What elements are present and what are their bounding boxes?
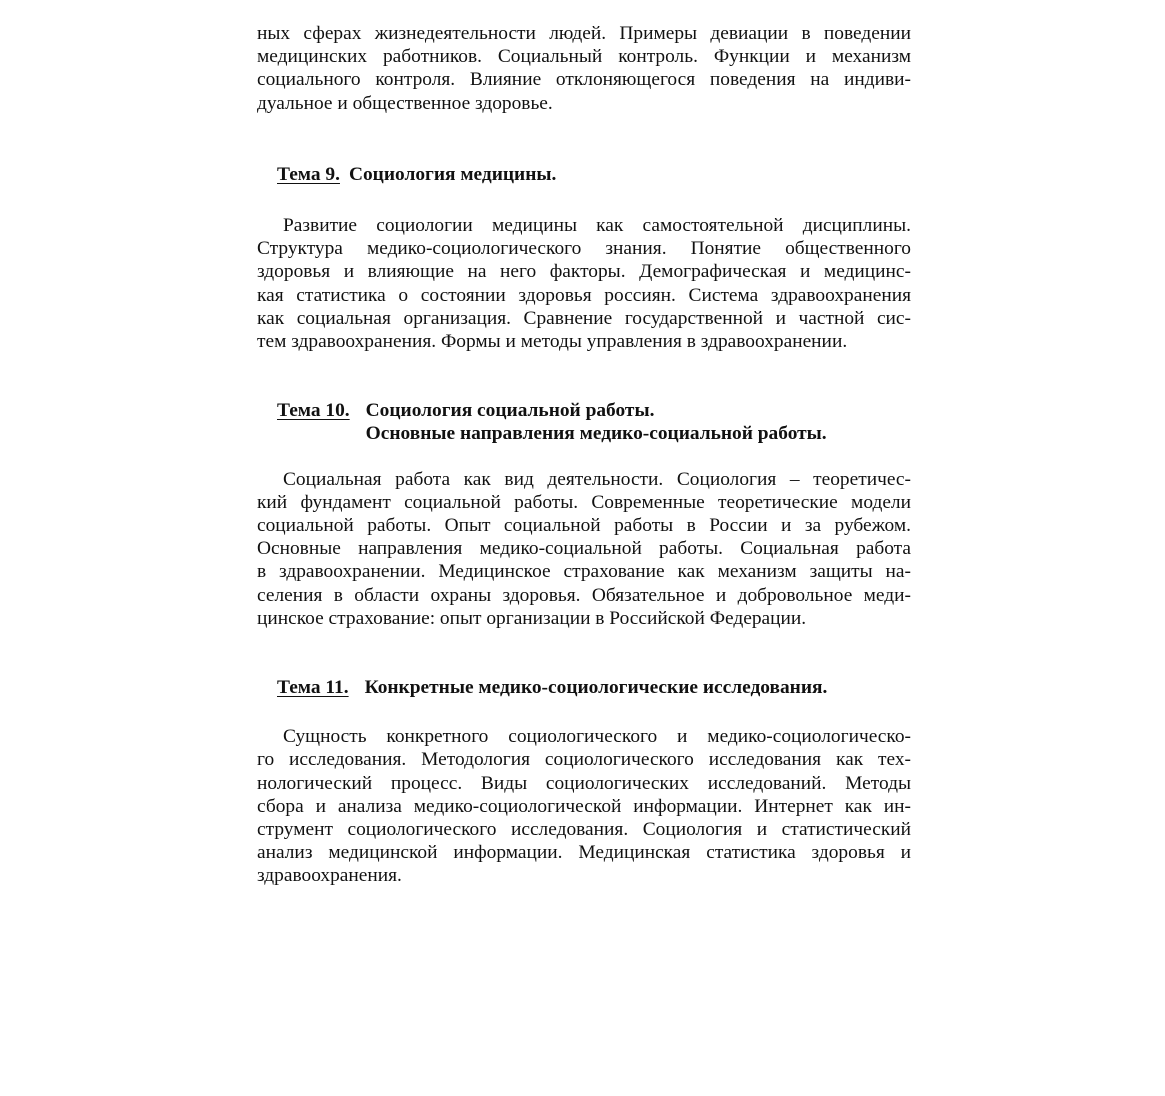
text-line: социального контроля. Влияние отклоняющегося поведения на индиви-: [257, 69, 911, 91]
text-line: Развитие социологии медицины как самостоятельной дисциплины.: [283, 215, 911, 237]
topic-title-line: Конкретные медико-социологические исследования.: [364, 677, 828, 699]
text-line: струмент социологического исследования. Социология и статистический: [257, 819, 911, 841]
topic-title: [349, 163, 556, 186]
document-page: [257, 22, 911, 888]
text-line: нологический процесс. Виды социологических исследований. Методы: [257, 772, 911, 794]
intro-paragraph: [257, 22, 911, 115]
text-line: го исследования. Методология социологического исследования как тех-: [257, 749, 911, 771]
text-line: анализ медицинской информации. Медицинская статистика здоровья и: [257, 842, 911, 864]
topic-title-line: Основные направления медико-социальной работы.: [365, 423, 827, 445]
topic-title: [365, 676, 828, 699]
text-line: как социальная организация. Сравнение государственной и частной сис-: [257, 307, 911, 329]
text-line: Социальная работа как вид деятельности. Социология – теоретичес-: [283, 468, 911, 490]
topic-label: Тема 11.: [277, 677, 349, 699]
text-line: сбора и анализа медико-социологической информации. Интернет как ин-: [257, 795, 911, 817]
text-line: здоровья и влияющие на него факторы. Демографическая и медицинс-: [257, 261, 911, 283]
text-line: Основные направления медико-социальной работы. Социальная работа: [257, 538, 911, 560]
text-line: медицинских работников. Социальный контроль. Функции и механизм: [257, 46, 911, 68]
text-line: цинское страхование: опыт организации в Российской Федерации.: [257, 607, 807, 629]
topic-9-heading: [277, 163, 911, 186]
text-line: социальной работы. Опыт социальной работы в России и за рубежом.: [257, 515, 911, 537]
text-line: кая статистика о состоянии здоровья россиян. Система здравоохранения: [257, 284, 911, 306]
topic-9-paragraph: [257, 214, 911, 353]
topic-label: Тема 9.: [277, 163, 340, 185]
topic-title-line: Социология социальной работы.: [365, 400, 655, 422]
text-line: в здравоохранении. Медицинское страхование как механизм защиты на-: [257, 561, 911, 583]
text-line: тем здравоохранения. Формы и методы управления в здравоохранении.: [257, 331, 848, 353]
text-line: ных сферах жизнедеятельности людей. Примеры девиации в поведении: [257, 23, 911, 44]
text-line: кий фундамент социальной работы. Современные теоретические модели: [257, 491, 911, 513]
topic-11-paragraph: [257, 725, 911, 887]
text-line: Структура медико-социологического знания. Понятие общественного: [257, 238, 911, 260]
topic-10-heading: [277, 399, 911, 445]
topic-10-paragraph: [257, 468, 911, 630]
topic-title: [366, 399, 827, 445]
text-line: Сущность конкретного социологического и медико-социологическо-: [283, 726, 911, 748]
topic-11-heading: [277, 676, 911, 699]
text-line: селения в области охраны здоровья. Обязательное и добровольное меди-: [257, 584, 911, 606]
text-line: здравоохранения.: [257, 865, 402, 887]
topic-label: Тема 10.: [277, 400, 350, 422]
text-line: дуальное и общественное здоровье.: [257, 92, 553, 114]
topic-title-line: Социология медицины.: [348, 163, 557, 185]
